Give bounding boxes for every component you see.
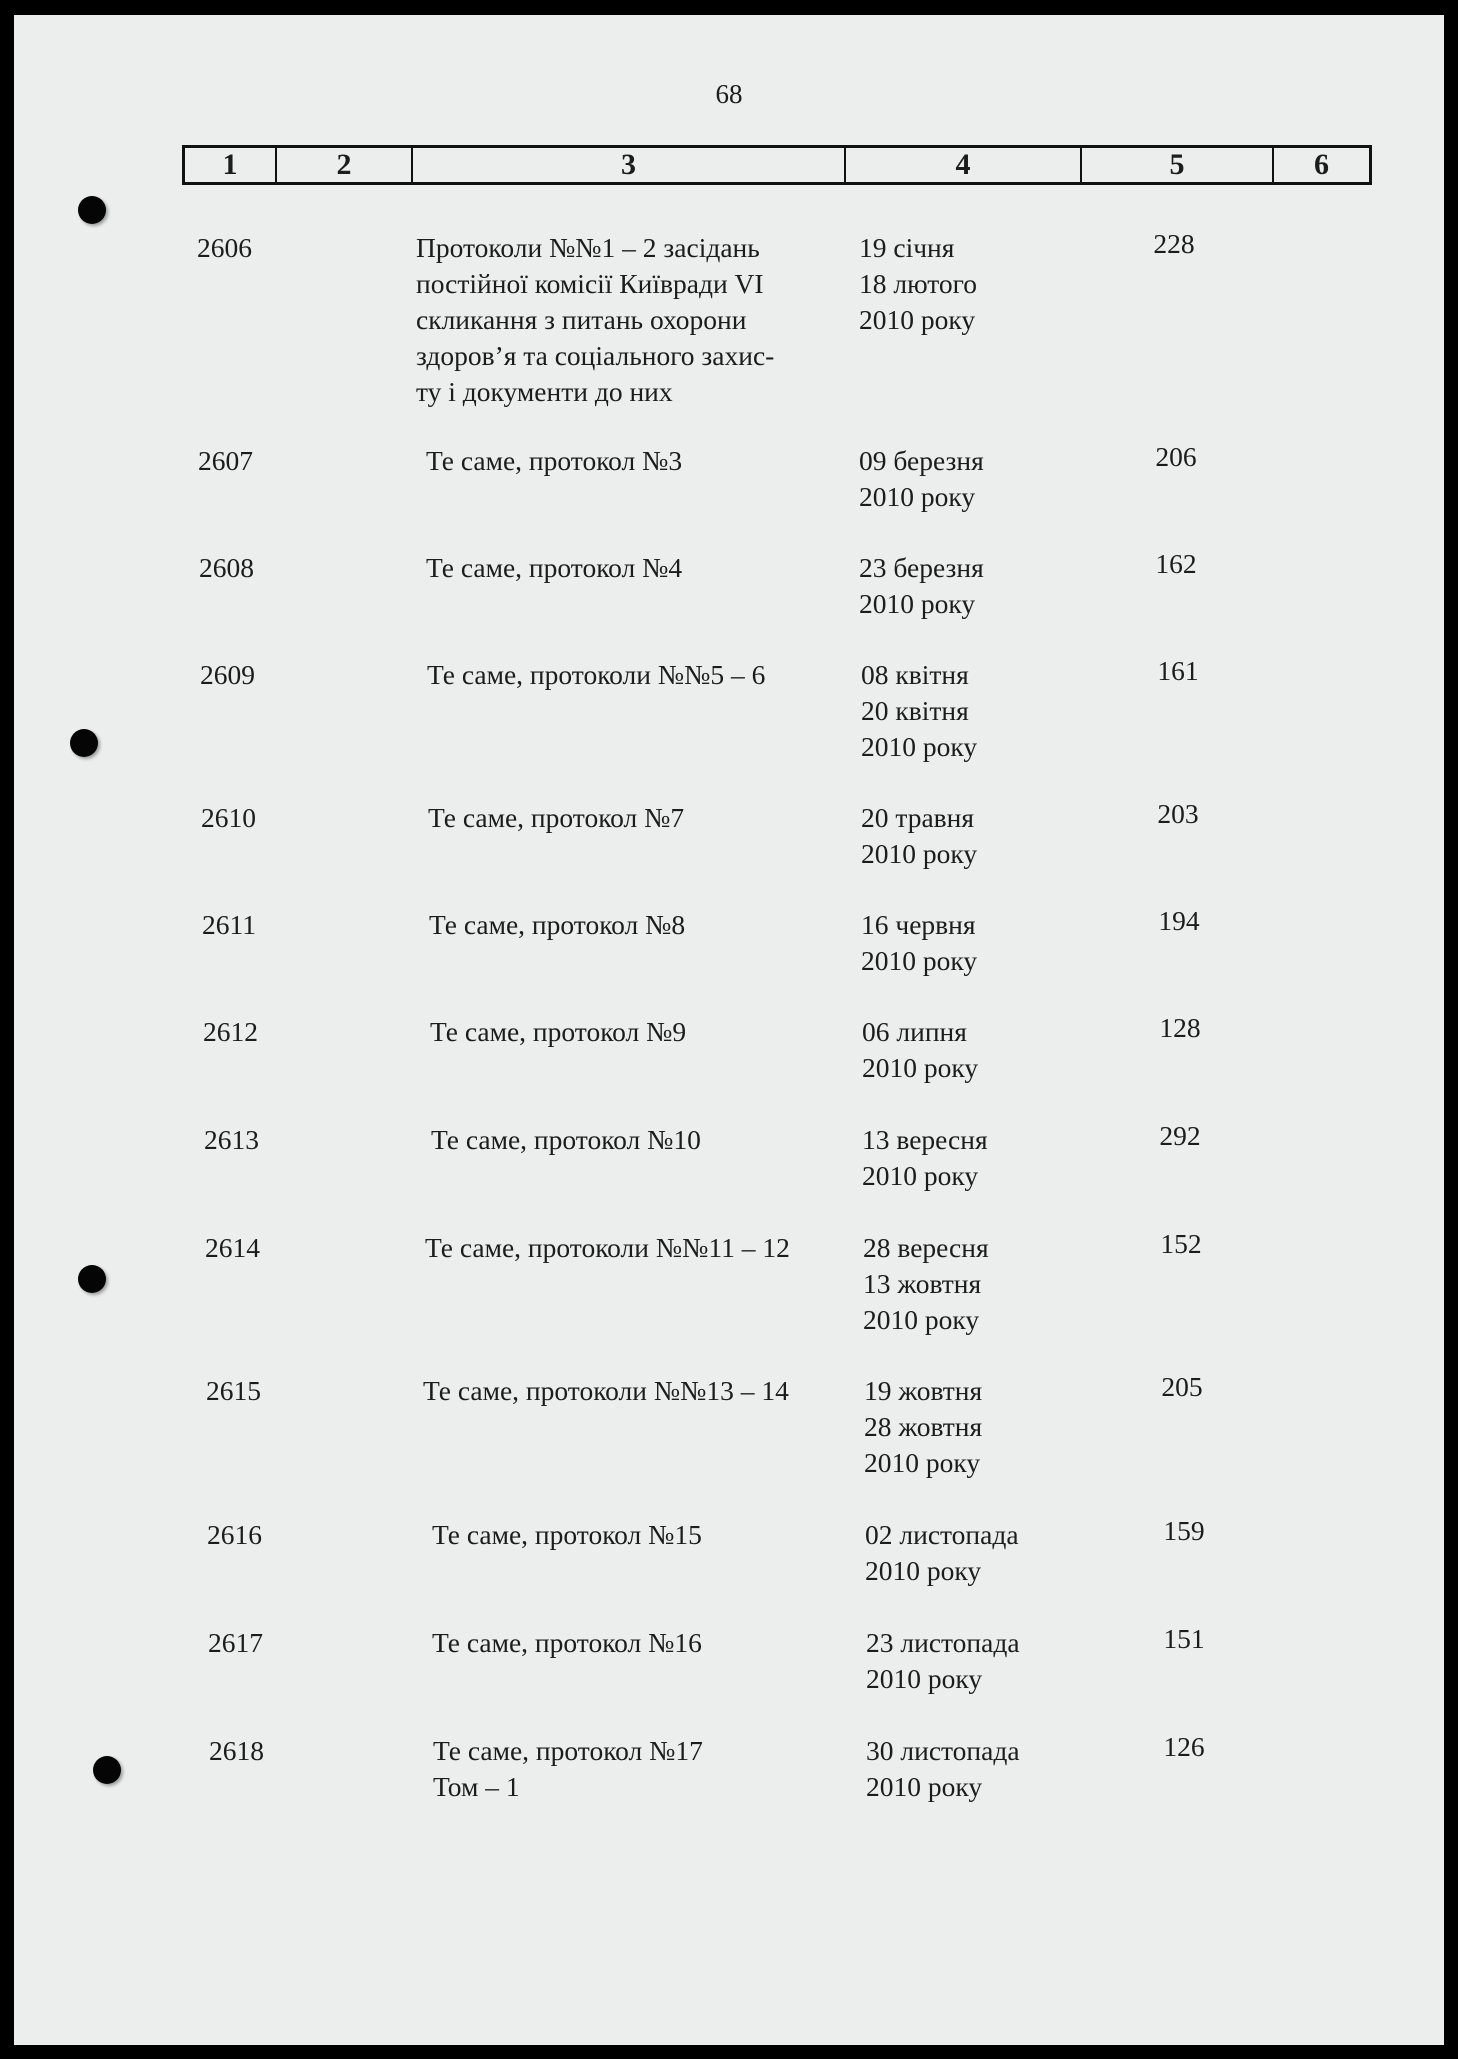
item-title-line: Те саме, протокол №10 <box>431 1124 701 1155</box>
item-dates <box>861 907 1101 979</box>
item-date-line: 30 листопада <box>866 1735 1020 1766</box>
header-col-3: 3 <box>413 148 846 182</box>
item-date-line: 13 вересня <box>862 1124 988 1155</box>
item-title <box>426 443 866 479</box>
item-title <box>431 1122 871 1158</box>
item-title <box>429 907 869 943</box>
item-dates <box>864 1373 1104 1481</box>
item-title <box>428 800 868 836</box>
item-number: 2612 <box>203 1016 258 1047</box>
item-title-line: Те саме, протокол №4 <box>426 552 683 583</box>
item-number: 2615 <box>206 1375 261 1406</box>
item-number: 2613 <box>204 1124 259 1155</box>
item-title-line: Те саме, протоколи №№13 – 14 <box>423 1375 789 1406</box>
item-date-line: 13 жовтня <box>863 1268 982 1299</box>
document-page <box>14 15 1444 2045</box>
item-title-line: Те саме, протоколи №№5 – 6 <box>427 659 766 690</box>
item-date-line: 20 травня <box>861 802 975 833</box>
item-dates <box>866 1625 1106 1697</box>
punch-hole <box>78 196 106 224</box>
item-date-line: 09 березня <box>859 445 984 476</box>
item-date-line: 2010 року <box>859 304 976 335</box>
punch-hole <box>93 1756 121 1784</box>
item-sheet-count: 128 <box>1159 1012 1201 1043</box>
item-date-line: 16 червня <box>861 909 976 940</box>
item-sheet-count: 161 <box>1157 655 1199 686</box>
item-date-line: 19 жовтня <box>864 1375 983 1406</box>
item-number: 2614 <box>205 1232 260 1263</box>
item-date-line: 18 лютого <box>859 268 978 299</box>
item-sheet-count: 151 <box>1163 1623 1205 1654</box>
item-number: 2618 <box>209 1735 264 1766</box>
item-dates <box>861 657 1101 765</box>
item-title-line: ту і документи до них <box>416 376 673 407</box>
item-number: 2610 <box>201 802 256 833</box>
item-dates <box>861 800 1101 872</box>
item-date-line: 28 жовтня <box>864 1411 983 1442</box>
item-date-line: 23 листопада <box>866 1627 1020 1658</box>
item-date-line: 2010 року <box>859 588 976 619</box>
item-title-line: Те саме, протоколи №№11 – 12 <box>425 1232 790 1263</box>
item-date-line: 2010 року <box>863 1304 980 1335</box>
item-title-line: Те саме, протокол №17 <box>433 1735 703 1766</box>
item-title <box>416 230 856 410</box>
header-col-5: 5 <box>1082 148 1274 182</box>
item-number: 2606 <box>197 232 252 263</box>
item-number: 2616 <box>207 1519 262 1550</box>
item-title-line: Те саме, протокол №8 <box>429 909 686 940</box>
item-sheet-count: 162 <box>1155 548 1197 579</box>
item-dates <box>863 1230 1103 1338</box>
item-number: 2609 <box>200 659 255 690</box>
item-dates <box>862 1014 1102 1086</box>
item-dates <box>866 1733 1106 1805</box>
item-title-line: здоров’я та соціального захис- <box>416 340 775 371</box>
punch-hole <box>70 729 98 757</box>
item-title-line: скликання з питань охорони <box>416 304 747 335</box>
item-title <box>426 550 866 586</box>
item-sheet-count: 205 <box>1161 1371 1203 1402</box>
item-title <box>432 1517 872 1553</box>
item-dates <box>859 550 1099 622</box>
header-col-6: 6 <box>1314 148 1329 181</box>
item-title-line: Те саме, протокол №9 <box>430 1016 687 1047</box>
header-col-4: 4 <box>846 148 1082 182</box>
item-date-line: 02 листопада <box>865 1519 1019 1550</box>
item-title-line: постійної комісії Київради VI <box>416 268 764 299</box>
item-title-line: Те саме, протокол №7 <box>428 802 685 833</box>
item-date-line: 2010 року <box>862 1052 979 1083</box>
item-dates <box>859 443 1099 515</box>
item-title <box>423 1373 863 1409</box>
item-sheet-count: 292 <box>1159 1120 1201 1151</box>
item-date-line: 2010 року <box>866 1771 983 1802</box>
item-sheet-count: 152 <box>1160 1228 1202 1259</box>
item-sheet-count: 206 <box>1155 441 1197 472</box>
item-title-line: Те саме, протокол №3 <box>426 445 683 476</box>
header-col-1: 1 <box>185 148 277 182</box>
item-dates <box>862 1122 1102 1194</box>
item-date-line: 19 січня <box>859 232 955 263</box>
item-sheet-count: 228 <box>1153 228 1195 259</box>
page-number: 68 <box>715 79 743 109</box>
item-dates <box>859 230 1099 338</box>
table-header <box>182 145 1372 185</box>
item-number: 2608 <box>199 552 254 583</box>
item-title <box>425 1230 865 1266</box>
item-date-line: 2010 року <box>866 1663 983 1694</box>
item-dates <box>865 1517 1105 1589</box>
item-title-line: Те саме, протокол №15 <box>432 1519 702 1550</box>
item-date-line: 20 квітня <box>861 695 969 726</box>
item-date-line: 23 березня <box>859 552 984 583</box>
item-sheet-count: 126 <box>1163 1731 1205 1762</box>
item-number: 2607 <box>198 445 253 476</box>
item-title-line: Те саме, протокол №16 <box>432 1627 702 1658</box>
item-date-line: 28 вересня <box>863 1232 989 1263</box>
item-title <box>427 657 867 693</box>
item-date-line: 08 квітня <box>861 659 969 690</box>
item-title-line: Том – 1 <box>433 1771 520 1802</box>
item-title <box>430 1014 870 1050</box>
item-title-line: Протоколи №№1 – 2 засідань <box>416 232 760 263</box>
punch-hole <box>78 1265 106 1293</box>
item-date-line: 2010 року <box>864 1447 981 1478</box>
item-title <box>433 1733 873 1805</box>
item-date-line: 2010 року <box>862 1160 979 1191</box>
item-date-line: 06 липня <box>862 1016 967 1047</box>
item-sheet-count: 159 <box>1163 1515 1205 1546</box>
item-number: 2611 <box>202 909 256 940</box>
item-date-line: 2010 року <box>861 838 978 869</box>
item-date-line: 2010 року <box>861 731 978 762</box>
item-number: 2617 <box>208 1627 263 1658</box>
item-title <box>432 1625 872 1661</box>
item-sheet-count: 203 <box>1157 798 1199 829</box>
item-sheet-count: 194 <box>1158 905 1200 936</box>
item-date-line: 2010 року <box>861 945 978 976</box>
header-col-2: 2 <box>277 148 413 182</box>
item-date-line: 2010 року <box>859 481 976 512</box>
item-date-line: 2010 року <box>865 1555 982 1586</box>
